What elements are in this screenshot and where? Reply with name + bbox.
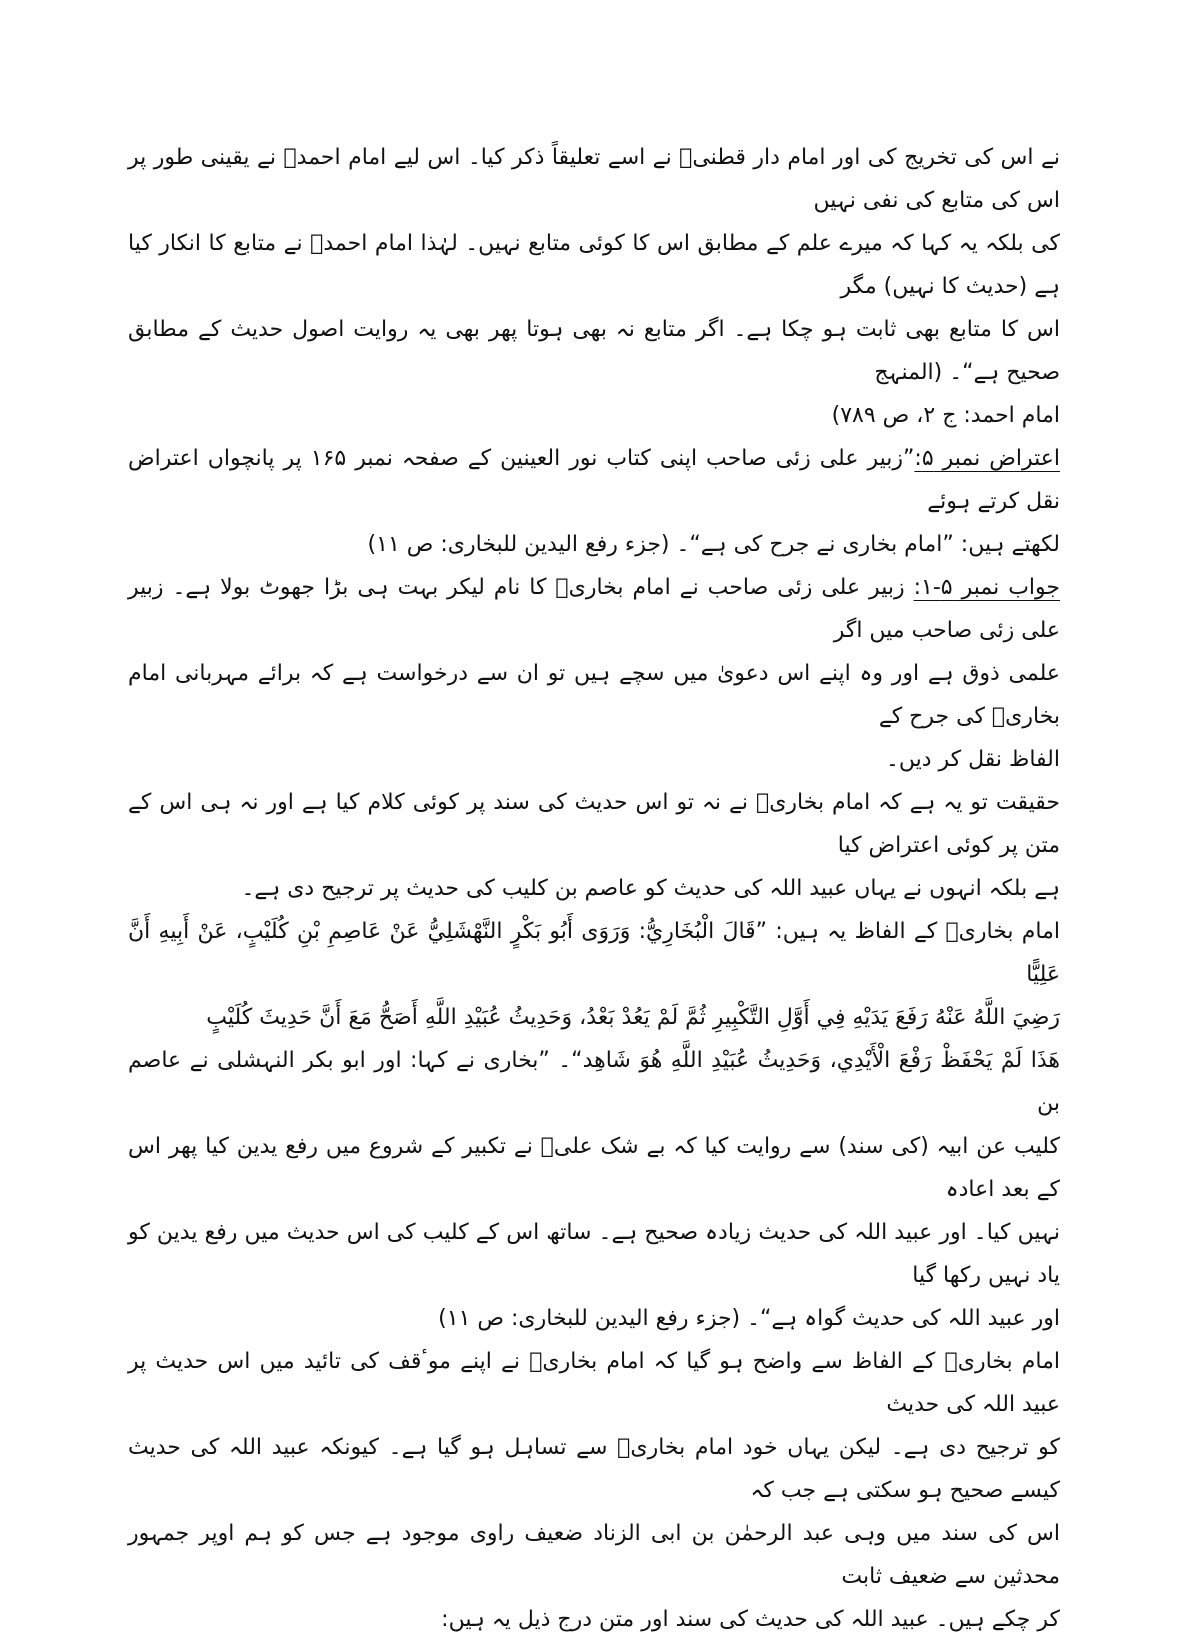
text-line: امام بخاریؒ کے الفاظ سے واضح ہو گیا کہ امام بخاریؒ نے اپنے موٴقف کی تائید میں اس حدیث پر عبید اللہ کی حدیث [128,1349,1060,1417]
text-line [128,566,1060,652]
text-line: کو ترجیح دی ہے۔ لیکن یہاں خود امام بخاریؒ سے تساہل ہو گیا ہے۔ کیونکہ عبید اللہ کی حدیث کیسے صحیح ہو سکتی ہے جب کہ [128,1435,1060,1503]
text-line: امام بخاریؒ کے الفاظ یہ ہیں: ”قَالَ الْبُخَارِيُّ: وَرَوَى أَبُو بَكْرٍ النَّهْشَلِيُّ عَنْ عَاصِمِ بْنِ كُلَيْبٍ، عَنْ أَبِيهِ أَنَّ عَلِيًّا [128,919,1060,987]
text-line: حقیقت تو یہ ہے کہ امام بخاریؒ نے نہ تو اس حدیث کی سند پر کوئی کلام کیا ہے اور نہ ہی اس کے متن پر کوئی اعتراض کیا [128,790,1060,858]
text-line: رَضِيَ اللَّهُ عَنْهُ رَفَعَ يَدَيْهِ فِي أَوَّلِ التَّكْبِيرِ ثُمَّ لَمْ يَعُدْ بَعْدُ، وَحَدِيثُ عُبَيْدِ اللَّهِ أَصَحُّ مَعَ أَنَّ حَدِيثَ كُلَيْبٍ [206,1005,1060,1030]
text-line: نہیں کیا۔ اور عبید اللہ کی حدیث زیادہ صحیح ہے۔ ساتھ اس کے کلیب کی اس حدیث میں رفع یدین کو یاد نہیں رکھا گیا [128,1220,1060,1288]
text-line [128,437,1060,523]
text-line: اس کی سند میں وہی عبد الرحمٰن بن ابی الزناد ضعیف راوی موجود ہے جس کو ہم اوپر جمہور محدثین سے ضعیف ثابت [128,1521,1060,1589]
paragraph-bukhari-words [128,910,1060,1340]
text-line: علمی ذوق ہے اور وہ اپنے اس دعویٰ میں سچے ہیں تو ان سے درخواست ہے کہ برائے مہربانی امام بخاریؒ کی جرح کے [128,661,1060,729]
text-fragment: زبیر علی زئی صاحب نے امام بخاریؒ کا نام لیکر بہت ہی بڑا جھوٹ بولا ہے۔ زبیر علی زئی صاحب میں اگر [128,575,1060,643]
objection-label: اعتراض نمبر ۵: [914,446,1060,471]
paragraph-conclusion [128,1340,1060,1641]
paragraph-reality [128,781,1060,910]
text-line: کر چکے ہیں۔ عبید اللہ کی حدیث کی سند اور متن درج ذیل یہ ہیں: [441,1607,1060,1632]
text-line: لکھتے ہیں: ”امام بخاری نے جرح کی ہے“۔ (جزء رفع الیدین للبخاری: ص ۱۱) [367,532,1060,557]
answer-label: جواب نمبر ۵-۱: [913,575,1060,600]
paragraph-objection-5 [128,437,1060,566]
text-line: کی بلکہ یہ کہا کہ میرے علم کے مطابق اس کا کوئی متابع نہیں۔ لہٰذا امام احمدؒ نے متابع کا انکار کیا ہے (حدیث کا نہیں) مگر [128,231,1060,299]
text-line: کلیب عن ابیہ (کی سند) سے روایت کیا کہ بے شک علیؓ نے تکبیر کے شروع میں رفع یدین کیا پھر اس کے بعد اعادہ [128,1134,1060,1202]
paragraph-answer-5-1 [128,566,1060,781]
text-fragment: ”زبیر علی زئی صاحب اپنی کتاب نور العینین کے صفحہ نمبر ۱۶۵ پر پانچواں اعتراض نقل کرتے ہوئے [128,446,1060,514]
document-page [128,136,1060,1641]
text-line: ہے بلکہ انہوں نے یہاں عبید اللہ کی حدیث کو عاصم بن کلیب کی حدیث پر ترجیح دی ہے۔ [241,876,1060,901]
text-line: امام احمد: ج ۲، ص ۷۸۹) [831,403,1060,428]
text-line: اس کا متابع بھی ثابت ہو چکا ہے۔ اگر متابع نہ بھی ہوتا پھر بھی یہ روایت اصول حدیث کے مطابق صحیح ہے“۔ (المنہج [128,317,1060,385]
text-line: اور عبید اللہ کی حدیث گواہ ہے“۔ (جزء رفع الیدین للبخاری: ص ۱۱) [438,1306,1060,1331]
text-line: هَذَا لَمْ يَحْفَظْ رَفْعَ الْأَيْدِي، وَحَدِيثُ عُبَيْدِ اللَّهِ هُوَ شَاهِد“۔ ”بخاری نے کہا: اور ابو بکر النہشلی نے عاصم بن [128,1048,1060,1116]
text-line: الفاظ نقل کر دیں۔ [885,747,1060,772]
paragraph-continuation [128,136,1060,437]
text-line: نے اس کی تخریج کی اور امام دار قطنیؒ نے اسے تعلیقاً ذکر کیا۔ اس لیے امام احمدؒ نے یقینی طور پر اس کی متابع کی نفی نہیں [128,145,1060,213]
